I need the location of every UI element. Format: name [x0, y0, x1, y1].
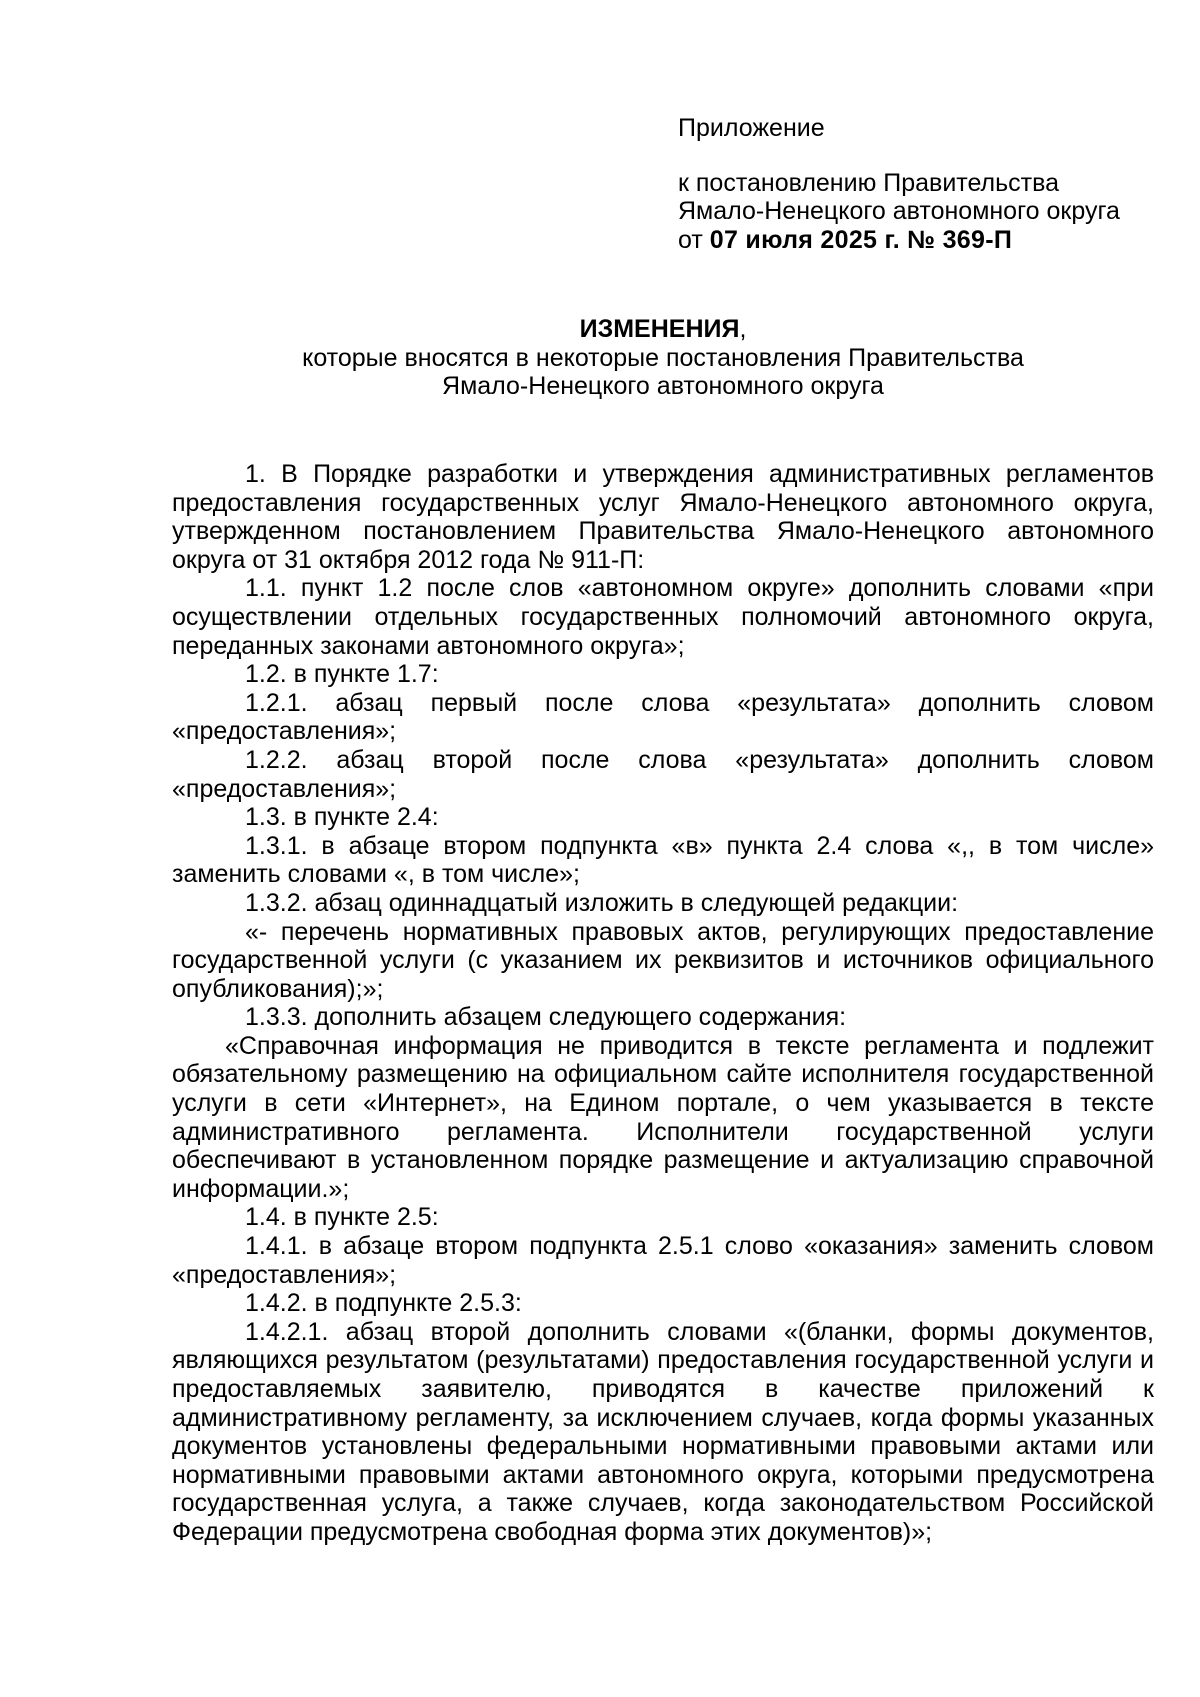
document-body [172, 460, 1154, 1547]
title-subtitle-line-1: которые вносятся в некоторые постановления Правительства [302, 343, 1024, 372]
paragraph-1-3-3: 1.3.3. дополнить абзацем следующего содержания: [245, 1003, 847, 1032]
paragraph-1-2-1: 1.2.1. абзац первый после слова «результата» дополнить словом «предоставления»; [172, 688, 1154, 746]
paragraph-1: 1. В Порядке разработки и утверждения административных регламентов предоставления государственных услуг Ямало-Ненецкого автономного округа, утвержденном постановлением Правительства Ямало-Ненецкого автономного округа от 31 октября 2012 года № 911-П: [172, 460, 1154, 574]
paragraph-1-2: 1.2. в пункте 1.7: [245, 660, 439, 689]
appendix-line-1: к постановлению Правительства [678, 168, 1060, 197]
paragraph-1-4-2-1: 1.4.2.1. абзац второй дополнить словами «(бланки, формы документов, являющихся результатом (результатами) предоставления государственной услуги и предоставляемых заявителю, приводятся в качестве приложений к административному регламенту, за исключением случаев, когда формы указанных документов установлены федеральными нормативными правовыми актами или нормативными правовыми актами автономного округа, которыми предусмотрена государственная услуга, а также случаев, когда законодательством Российской Федерации предусмотрена свободная форма этих документов)»; [172, 1317, 1154, 1546]
appendix-date-prefix: от [678, 225, 710, 254]
title-subtitle-line-2: Ямало-Ненецкого автономного округа [442, 372, 884, 400]
appendix-date-number: 07 июля 2025 г. № 369-П [709, 225, 1013, 254]
appendix-date-line [678, 226, 1148, 255]
appendix-gap [678, 143, 1148, 169]
paragraph-1-2-2: 1.2.2. абзац второй после слова «результата» дополнить словом «предоставления»; [172, 745, 1154, 803]
paragraph-1-1: 1.1. пункт 1.2 после слов «автономном округе» дополнить словами «при осуществлении отдельных государственных полномочий автономного округа, переданных законами автономного округа»; [172, 574, 1154, 660]
title-heading-line [172, 315, 1154, 344]
title-heading-suffix: , [739, 315, 747, 343]
appendix-label: Приложение [678, 114, 825, 142]
paragraph-quote-list-item: «- перечень нормативных правовых актов, регулирующих предоставление государственной услуги (с указанием их реквизитов и источников официального опубликования);»; [172, 917, 1154, 1003]
appendix-line-2: Ямало-Ненецкого автономного округа [678, 197, 1120, 225]
paragraph-1-4-2: 1.4.2. в подпункте 2.5.3: [245, 1289, 522, 1318]
paragraph-1-3: 1.3. в пункте 2.4: [245, 803, 439, 832]
paragraph-1-3-1: 1.3.1. в абзаце втором подпункта «в» пункта 2.4 слова «,, в том числе» заменить словами «, в том числе»; [172, 831, 1154, 889]
title-heading: ИЗМЕНЕНИЯ [579, 315, 740, 343]
appendix-block [678, 114, 1148, 254]
document-title [172, 315, 1154, 401]
paragraph-1-4-1: 1.4.1. в абзаце втором подпункта 2.5.1 слово «оказания» заменить словом «предоставления»; [172, 1232, 1154, 1289]
paragraph-1-4: 1.4. в пункте 2.5: [245, 1203, 439, 1232]
paragraph-quote-reference-info: «Справочная информация не приводится в тексте регламента и подлежит обязательному размещению на официальном сайте исполнителя государственной услуги в сети «Интернет», на Едином портале, о чем указывается в тексте административного регламента. Исполнители государственной услуги обеспечивают в установленном порядке размещение и актуализацию справочной информации.»; [172, 1031, 1154, 1203]
paragraph-1-3-2: 1.3.2. абзац одиннадцатый изложить в следующей редакции: [245, 888, 959, 917]
